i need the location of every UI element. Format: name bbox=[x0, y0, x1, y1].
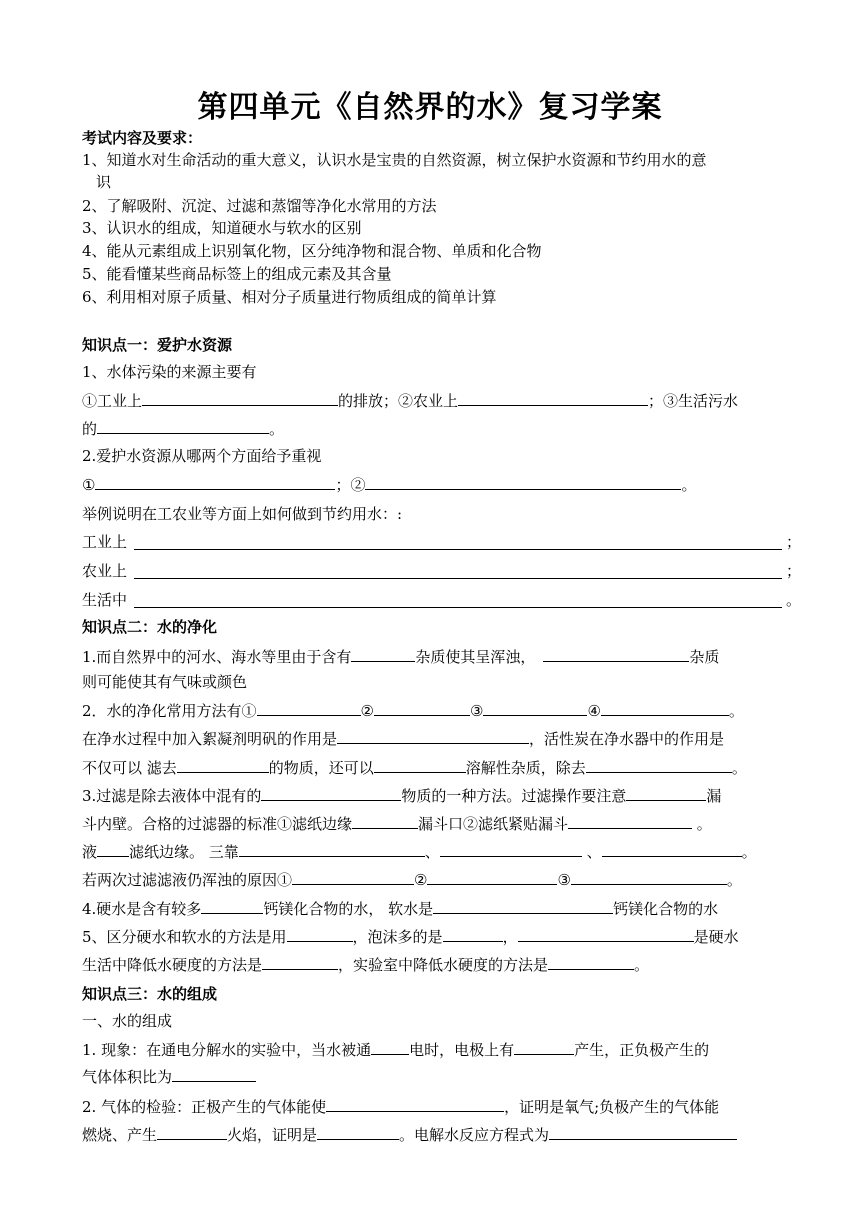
answer-blank[interactable] bbox=[257, 700, 361, 716]
requirements-heading: 考试内容及要求： bbox=[82, 129, 203, 147]
text-fragment: 。 bbox=[681, 476, 697, 494]
text-fragment: 、 bbox=[424, 843, 440, 861]
text-fragment: ，活性炭在净水器中的作用是 bbox=[529, 730, 725, 748]
answer-blank[interactable] bbox=[262, 954, 338, 970]
answer-blank[interactable] bbox=[172, 1066, 256, 1082]
text-fragment: 3.过滤是除去液体中混有的 bbox=[82, 787, 262, 805]
text-fragment: 钙镁化合物的水， 软水是 bbox=[263, 900, 434, 918]
answer-blank[interactable] bbox=[586, 757, 732, 773]
text-fragment: 1.而自然界中的河水、海水等里由于含有 bbox=[82, 648, 352, 666]
text-fragment: 液 bbox=[82, 843, 98, 861]
text-fragment: 的物质，还可以 bbox=[268, 759, 374, 777]
text-fragment: 的排放；②农业上 bbox=[338, 392, 459, 410]
text-fragment: 斗内壁。合格的过滤器的标准①滤纸边缘 bbox=[82, 815, 353, 833]
fill-line bbox=[82, 757, 747, 778]
answer-blank[interactable] bbox=[97, 841, 129, 857]
requirement-item: 4、能从元素组成上识别氧化物，区分纯净物和混合物、单质和化合物 bbox=[82, 242, 542, 260]
answer-blank[interactable] bbox=[157, 1124, 227, 1140]
text-line: 则可能使其有气味或颜色 bbox=[82, 673, 248, 691]
answer-blank[interactable] bbox=[571, 869, 727, 885]
answer-blank[interactable] bbox=[292, 869, 414, 885]
label-life: 生活中 bbox=[82, 591, 128, 609]
text-fragment: 。 bbox=[726, 871, 742, 889]
question-line: 2.爱护水资源从哪两个方面给予重视 bbox=[82, 447, 322, 465]
answer-blank[interactable] bbox=[201, 898, 263, 914]
fill-line bbox=[82, 841, 757, 862]
text-fragment: ③ bbox=[470, 702, 484, 720]
text-fragment: 杂质 bbox=[689, 648, 720, 666]
section-heading-1: 知识点一：爱护水资源 bbox=[82, 336, 233, 354]
answer-blank[interactable] bbox=[337, 728, 529, 744]
text-fragment: 。 bbox=[731, 759, 747, 777]
section-heading-3: 知识点三：水的组成 bbox=[82, 985, 218, 1003]
answer-blank[interactable] bbox=[134, 607, 782, 608]
text-fragment: 物质的一种方法。过滤操作要注意 bbox=[401, 787, 627, 805]
answer-blank[interactable] bbox=[352, 813, 418, 829]
text-fragment: 滤纸边缘。 三靠 bbox=[129, 843, 239, 861]
text-fragment: 。 bbox=[692, 815, 712, 833]
requirement-item: 6、利用相对原子质量、相对分子质量进行物质组成的简单计算 bbox=[82, 288, 497, 306]
fill-line bbox=[82, 474, 696, 495]
answer-blank[interactable] bbox=[239, 841, 425, 857]
fill-line bbox=[82, 898, 718, 919]
text-fragment: 溶解性杂质，除去 bbox=[465, 759, 586, 777]
answer-blank[interactable] bbox=[317, 1124, 399, 1140]
text-fragment: ② bbox=[360, 702, 374, 720]
answer-blank[interactable] bbox=[514, 1039, 574, 1055]
requirement-item: 2、了解吸附、沉淀、过滤和蒸馏等净化水常用的方法 bbox=[82, 197, 437, 215]
fill-line bbox=[82, 728, 724, 749]
text-fragment: ③ bbox=[557, 871, 571, 889]
answer-blank[interactable] bbox=[549, 1124, 737, 1140]
answer-blank[interactable] bbox=[326, 1096, 504, 1112]
fill-line bbox=[82, 926, 739, 947]
answer-blank[interactable] bbox=[433, 898, 613, 914]
text-fragment: ； bbox=[786, 562, 802, 580]
answer-blank[interactable] bbox=[95, 474, 335, 490]
text-fragment: 电时，电极上有 bbox=[409, 1041, 515, 1059]
page-title: 第四单元《自然界的水》复习学案 bbox=[197, 90, 663, 125]
fill-line bbox=[82, 1096, 719, 1117]
answer-blank[interactable] bbox=[543, 646, 689, 662]
answer-blank[interactable] bbox=[568, 813, 692, 829]
fill-line bbox=[82, 390, 738, 411]
text-fragment: ， bbox=[502, 928, 518, 946]
requirement-item: 1、知道水对生命活动的重大意义，认识水是宝贵的自然资源，树立保护水资源和节约用水的意 bbox=[82, 151, 707, 169]
requirement-item: 5、能看懂某些商品标签上的组成元素及其含量 bbox=[82, 265, 392, 283]
text-fragment: 、 bbox=[581, 843, 602, 861]
answer-blank[interactable] bbox=[601, 700, 729, 716]
text-fragment: ，实验室中降低水硬度的方法是 bbox=[338, 956, 549, 974]
sub-heading: 一、水的组成 bbox=[82, 1012, 173, 1030]
section-heading-2: 知识点二：水的净化 bbox=[82, 618, 218, 636]
answer-blank[interactable] bbox=[134, 578, 782, 579]
text-fragment: ，证明是氧气;负极产生的气体能 bbox=[504, 1098, 720, 1116]
text-fragment: 气体体积比为 bbox=[82, 1068, 173, 1086]
text-fragment: ；③生活污水 bbox=[648, 392, 739, 410]
text-fragment: 杂质使其呈浑浊， bbox=[415, 648, 536, 666]
fill-line bbox=[82, 785, 721, 806]
text-fragment: ①工业上 bbox=[82, 392, 143, 410]
text-fragment: 1. 现象：在通电分解水的实验中，当水被通 bbox=[82, 1041, 372, 1059]
fill-line bbox=[82, 869, 742, 890]
text-fragment: ① bbox=[82, 476, 96, 494]
answer-blank[interactable] bbox=[440, 841, 582, 857]
fill-line bbox=[82, 1066, 256, 1087]
question-line: 举例说明在工农业等方面上如何做到节约用水：: bbox=[82, 505, 403, 523]
text-fragment: 在净水过程中加入絮凝剂明矾的作用是 bbox=[82, 730, 338, 748]
text-fragment: 产生，正负极产生的 bbox=[574, 1041, 710, 1059]
answer-blank[interactable] bbox=[548, 954, 634, 970]
fill-line bbox=[82, 813, 712, 834]
answer-blank[interactable] bbox=[365, 474, 681, 490]
text-fragment: 2．水的净化常用方法有① bbox=[82, 702, 257, 720]
text-fragment: ② bbox=[414, 871, 428, 889]
fill-line bbox=[82, 418, 284, 439]
fill-line bbox=[82, 700, 744, 721]
answer-blank[interactable] bbox=[374, 757, 466, 773]
text-fragment: ④ bbox=[587, 702, 601, 720]
answer-blank[interactable] bbox=[374, 700, 470, 716]
answer-blank[interactable] bbox=[371, 1039, 409, 1055]
text-fragment: 不仅可以 滤去 bbox=[82, 759, 177, 777]
answer-blank[interactable] bbox=[518, 926, 694, 942]
answer-blank[interactable] bbox=[443, 926, 503, 942]
text-fragment: 5、区分硬水和软水的方法是用 bbox=[82, 928, 287, 946]
requirement-item: 识 bbox=[96, 173, 112, 191]
requirement-item: 3、认识水的组成，知道硬水与软水的区别 bbox=[82, 219, 362, 237]
answer-blank[interactable] bbox=[626, 785, 706, 801]
answer-blank[interactable] bbox=[142, 390, 338, 406]
answer-blank[interactable] bbox=[177, 757, 269, 773]
label-industry: 工业上 bbox=[82, 533, 128, 551]
answer-blank[interactable] bbox=[602, 841, 742, 857]
fill-line bbox=[82, 646, 719, 667]
text-fragment: 火焰，证明是 bbox=[227, 1126, 318, 1144]
text-fragment: 生活中降低水硬度的方法是 bbox=[82, 956, 263, 974]
text-fragment: 2. 气体的检验：正极产生的气体能使 bbox=[82, 1098, 327, 1116]
text-fragment: ，泡沫多的是 bbox=[352, 928, 443, 946]
text-fragment: 。 bbox=[728, 702, 744, 720]
text-fragment: 的 bbox=[82, 420, 98, 438]
text-fragment: ；② bbox=[335, 476, 366, 494]
question-line: 1、水体污染的来源主要有 bbox=[82, 363, 257, 381]
text-fragment: 。 bbox=[786, 591, 802, 609]
answer-blank[interactable] bbox=[458, 390, 648, 406]
answer-blank[interactable] bbox=[427, 869, 557, 885]
answer-blank[interactable] bbox=[351, 646, 415, 662]
text-fragment: 漏斗口②滤纸紧贴漏斗 bbox=[418, 815, 569, 833]
text-fragment: 。 bbox=[269, 420, 285, 438]
fill-line bbox=[82, 1124, 737, 1145]
fill-line bbox=[82, 1039, 709, 1060]
text-fragment: 。电解水反应方程式为 bbox=[399, 1126, 550, 1144]
text-fragment: 燃烧、产生 bbox=[82, 1126, 158, 1144]
fill-line bbox=[82, 954, 649, 975]
text-fragment: 。 bbox=[634, 956, 650, 974]
answer-blank[interactable] bbox=[97, 418, 269, 434]
answer-blank[interactable] bbox=[261, 785, 401, 801]
text-fragment: 漏 bbox=[706, 787, 722, 805]
text-fragment: 4.硬水是含有较多 bbox=[82, 900, 202, 918]
answer-blank[interactable] bbox=[483, 700, 587, 716]
text-fragment: 。 bbox=[741, 843, 757, 861]
answer-blank[interactable] bbox=[287, 926, 353, 942]
answer-blank[interactable] bbox=[134, 549, 782, 550]
text-fragment: 钙镁化合物的水 bbox=[613, 900, 719, 918]
text-fragment: ； bbox=[786, 533, 802, 551]
label-agriculture: 农业上 bbox=[82, 562, 128, 580]
text-fragment: 是硬水 bbox=[693, 928, 739, 946]
text-fragment: 若两次过滤滤液仍浑浊的原因① bbox=[82, 871, 293, 889]
